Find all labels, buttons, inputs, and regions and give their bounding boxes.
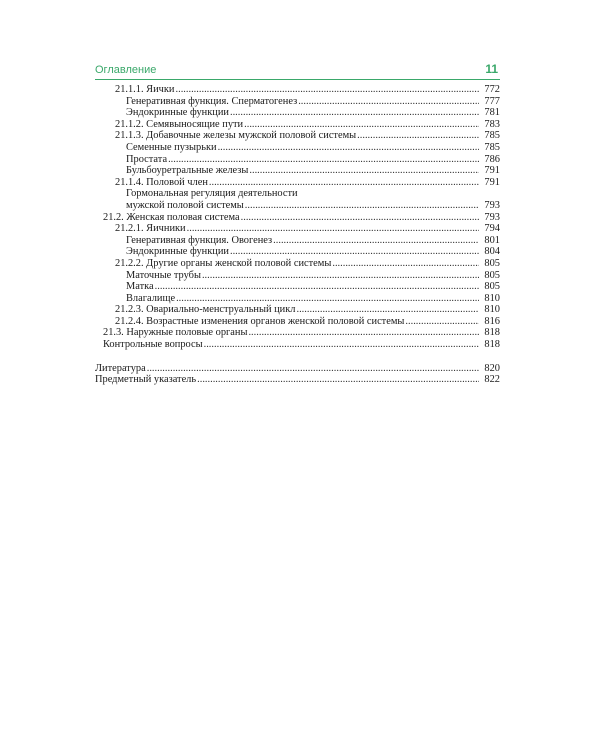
toc-leader-dots [230,107,479,119]
toc-leader-dots [218,142,479,154]
toc-entry-title: Генеративная функция. Сперматогенез [126,95,298,107]
toc-entry-title: 21.1.3. Добавочные железы мужской половой системы [115,130,357,142]
toc-entry-title: 21.2.4. Возрастные изменения органов женской половой системы [115,315,405,327]
toc-leader-dots [405,316,479,328]
toc-leader-dots [332,258,479,270]
toc-leader-dots [249,165,479,177]
toc-entry-page: 794 [484,223,500,235]
toc-entry [95,270,500,282]
toc-entry [95,154,500,166]
toc-leader-dots [248,327,479,339]
toc-entry [95,200,500,212]
toc-entry-title: Простата [126,153,168,165]
toc-leader-dots [197,374,479,386]
toc-entry-page: 781 [484,107,500,119]
toc-entry [95,327,500,339]
table-of-contents [95,84,500,386]
toc-leader-dots [176,293,479,305]
toc-entry [95,363,500,375]
toc-entry [95,119,500,131]
toc-entry-title: Контрольные вопросы [103,339,203,351]
header-rule [95,79,500,80]
toc-entry [95,316,500,328]
toc-entry-page: 818 [484,339,500,351]
toc-entry-title: Матка [126,281,154,293]
toc-entry-page: 820 [484,362,500,374]
toc-entry-title: 21.3. Наружные половые органы [103,327,248,339]
toc-entry [95,96,500,108]
toc-entry-title: 21.2.3. Овариально-менструальный цикл [115,304,296,316]
toc-entry-page: 818 [484,327,500,339]
toc-entry [95,130,500,142]
toc-entry-page: 801 [484,234,500,246]
toc-leader-dots [241,212,479,224]
toc-leader-dots [245,200,479,212]
toc-entry-page: 786 [484,153,500,165]
toc-leader-dots [147,363,479,375]
toc-entry [95,212,500,224]
toc-entry-page: 793 [484,199,500,211]
toc-entry-page: 791 [484,176,500,188]
toc-entry-page: 785 [484,141,500,153]
toc-entry [95,142,500,154]
toc-leader-dots [176,84,480,96]
toc-entry [95,258,500,270]
toc-leader-dots [155,281,479,293]
toc-leader-dots [187,223,479,235]
section-gap [95,351,500,363]
toc-leader-dots [209,177,479,189]
toc-entry-page: 793 [484,211,500,223]
toc-entry-title: 21.1.1. Яички [115,84,175,95]
toc-leader-dots [298,96,479,108]
toc-entry-title: 21.2.2. Другие органы женской половой системы [115,257,332,269]
header-page-number: 11 [485,62,498,76]
toc-entry-page: 816 [484,315,500,327]
toc-leader-dots [168,154,479,166]
toc-entry [95,223,500,235]
toc-entry-page: 785 [484,130,500,142]
toc-entry [95,84,500,96]
toc-leader-dots [204,339,479,351]
toc-entry-page: 805 [484,281,500,293]
toc-leader-dots [273,235,479,247]
toc-entry-page: 777 [484,95,500,107]
toc-entry [95,165,500,177]
toc-entry-title: Влагалище [126,292,176,304]
toc-entry-title: Бульбоуретральные железы [126,165,249,177]
toc-leader-dots [357,130,479,142]
toc-entry-title: Гормональная регуляция деятельности [126,188,298,200]
toc-entry [95,304,500,316]
toc-entry-page: 810 [484,292,500,304]
toc-entry-page: 783 [484,118,500,130]
toc-entry-title: 21.1.4. Половой член [115,176,208,188]
toc-entry-title: 21.2.1. Яичники [115,223,186,235]
toc-entry [95,246,500,258]
toc-entry-page: 805 [484,269,500,281]
toc-entry-title: 21.2. Женская половая система [103,211,240,223]
toc-entry-page: 822 [484,374,500,386]
toc-entry-title: Литература [95,362,146,374]
toc-entry-title: Генеративная функция. Овогенез [126,234,273,246]
toc-entry [95,339,500,351]
toc-entry-page: 805 [484,257,500,269]
toc-entry-title: Предметный указатель [95,374,197,386]
toc-entry-title: Эндокринные функции [126,107,229,119]
toc-entry [95,281,500,293]
running-header [95,63,500,77]
toc-entry-page: 772 [484,84,500,95]
toc-entry-page: 804 [484,246,500,258]
toc-entry-title: мужской половой системы [126,199,244,211]
toc-entry [95,177,500,189]
toc-entry [95,293,500,305]
toc-entry-title: Эндокринные функции [126,246,229,258]
toc-leader-dots [296,304,479,316]
toc-entry-title: Маточные трубы [126,269,201,281]
toc-entry-page: 810 [484,304,500,316]
header-title: Оглавление [95,64,157,76]
toc-leader-dots [202,270,479,282]
toc-entry-title: Семенные пузырьки [126,141,217,153]
toc-entry [95,107,500,119]
toc-leader-dots [230,246,479,258]
toc-entry [95,374,500,386]
toc-entry [95,235,500,247]
toc-leader-dots [244,119,479,131]
toc-entry-title: 21.1.2. Семявыносящие пути [115,118,244,130]
toc-entry [95,188,500,200]
toc-entry-page: 791 [484,165,500,177]
